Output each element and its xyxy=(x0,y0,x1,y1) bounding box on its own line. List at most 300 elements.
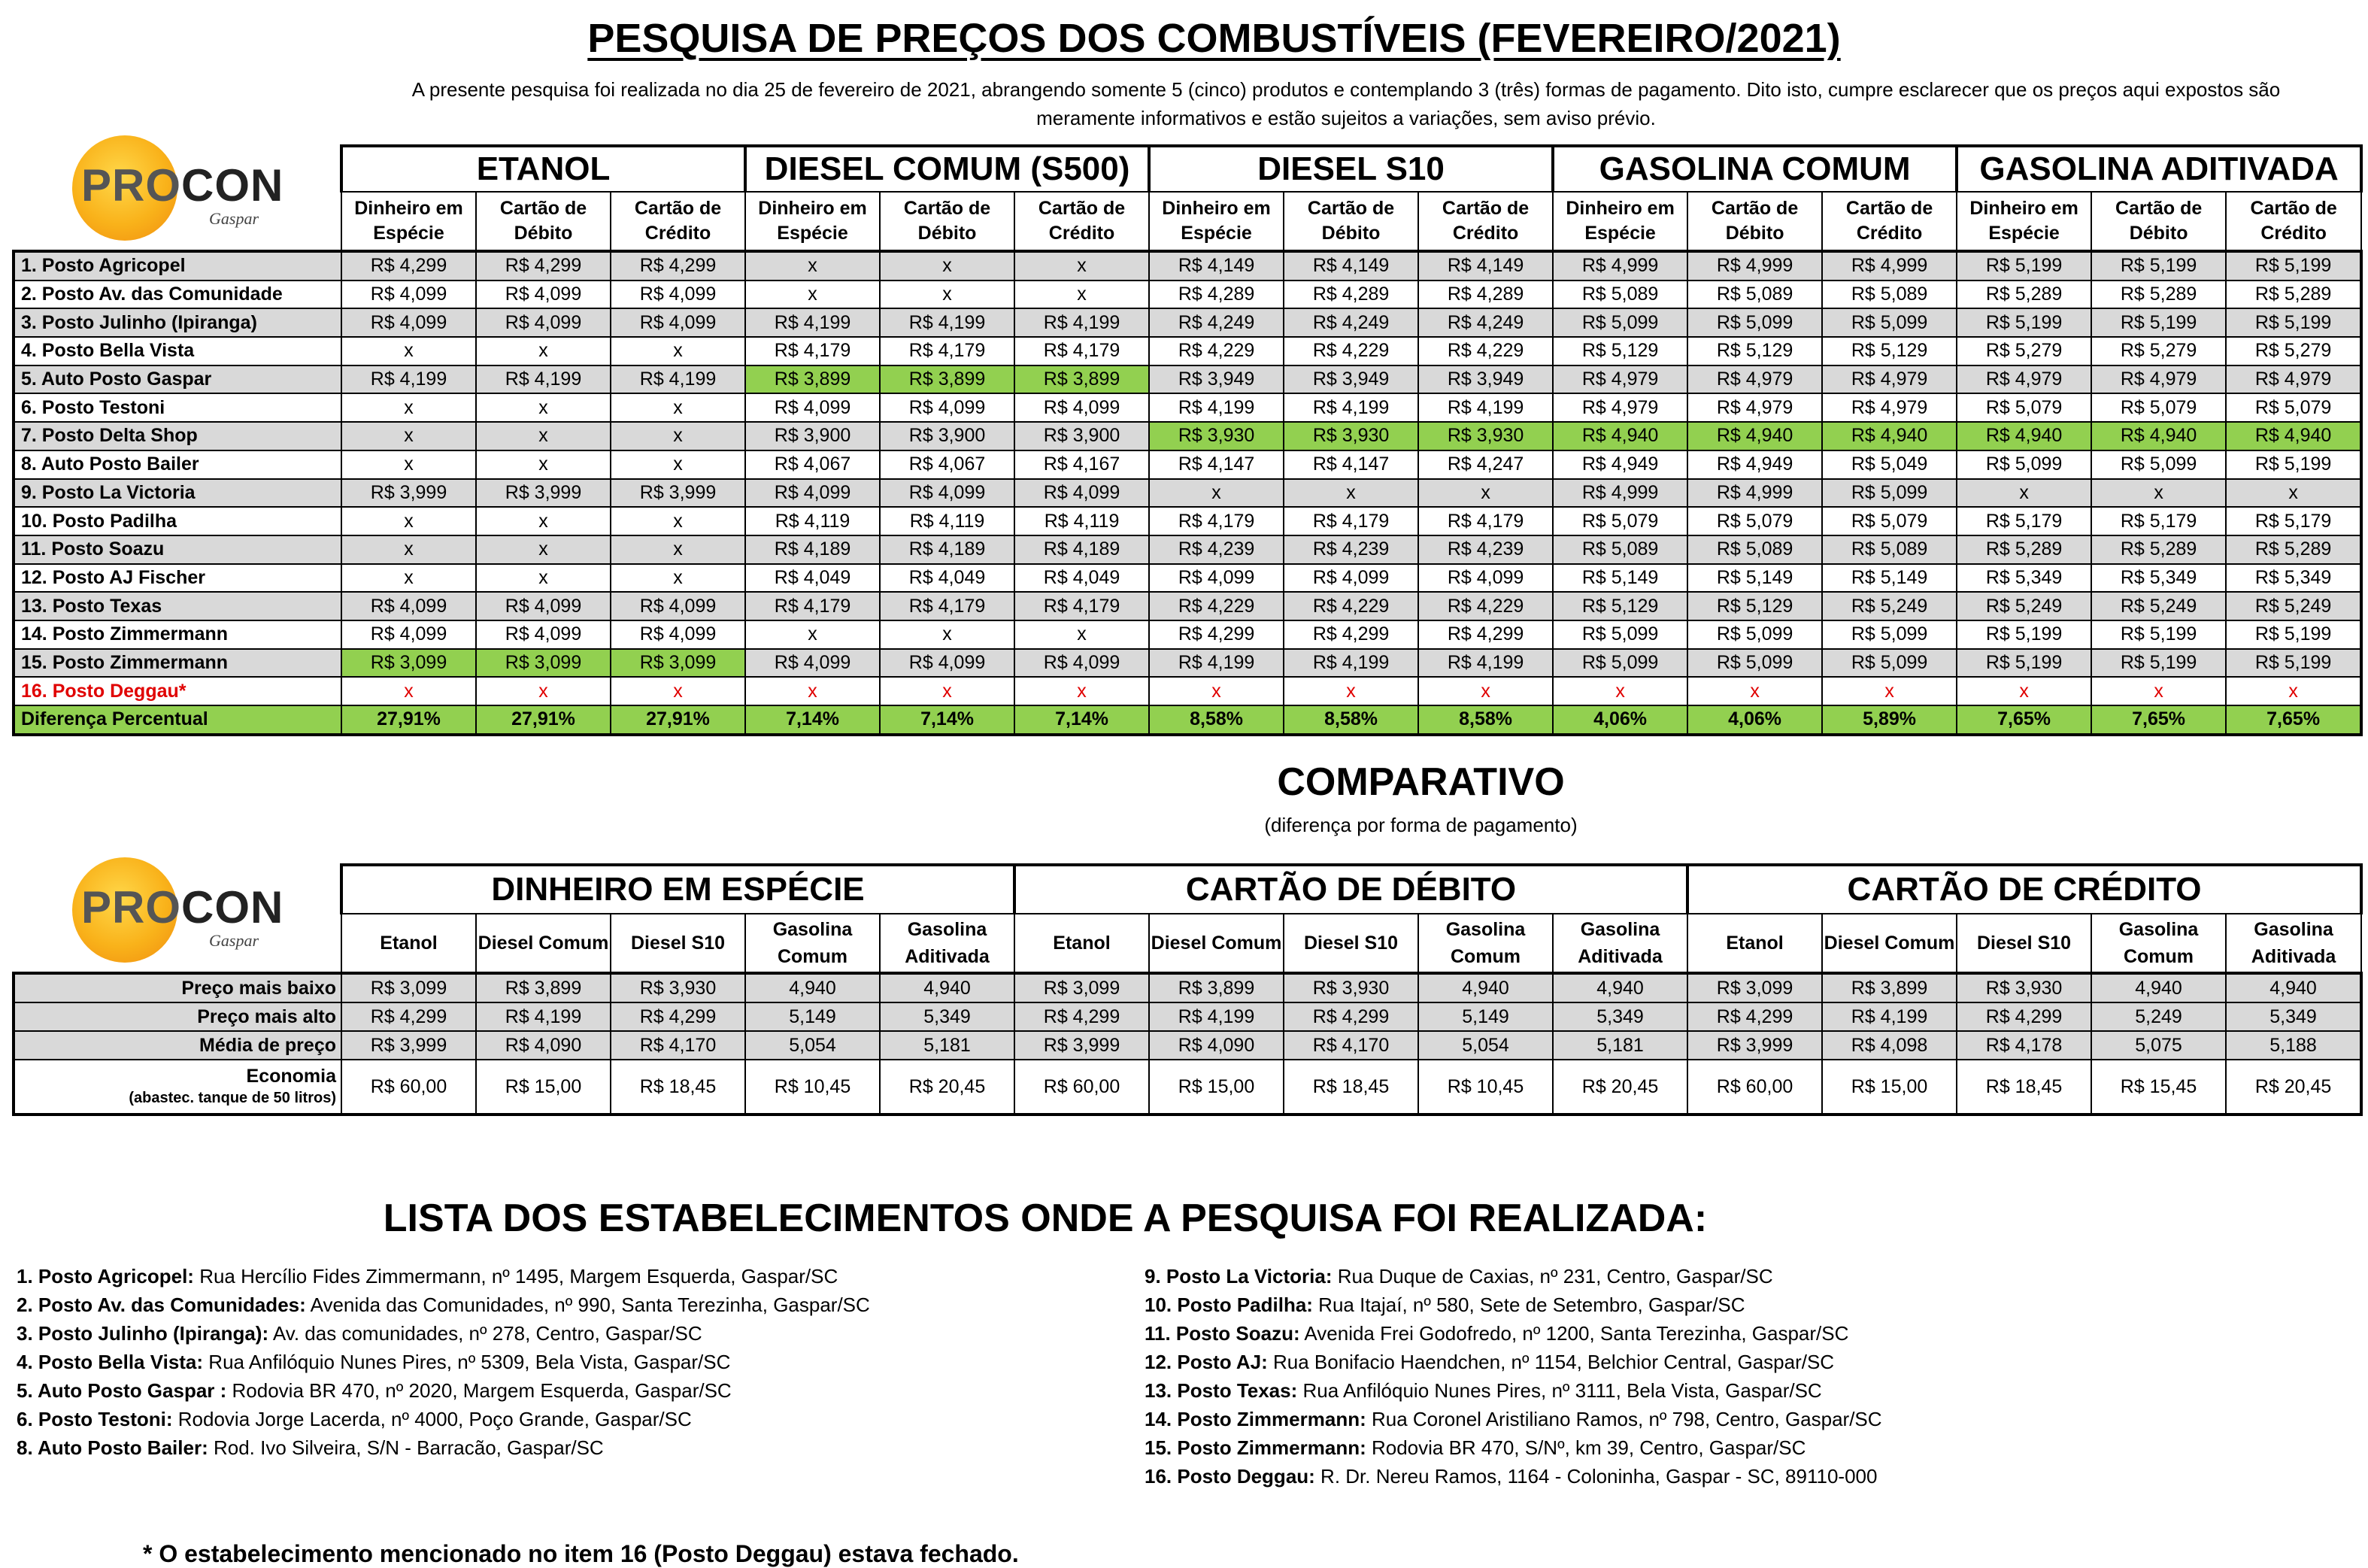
fuel-header: Gasolina Aditivada xyxy=(880,914,1014,973)
price-cell: R$ 4,099 xyxy=(611,281,745,309)
price-cell: R$ 4,247 xyxy=(1418,450,1553,479)
comparativo-title: COMPARATIVO xyxy=(1277,760,1565,804)
table-row xyxy=(14,450,2361,479)
payment-header: Dinheiro em Espécie xyxy=(745,192,880,251)
price-cell: x xyxy=(341,564,476,593)
payment-header: Cartão de Crédito xyxy=(611,192,745,251)
address-text: Rua Hercílio Fides Zimmermann, nº 1495, Margem Esquerda, Gaspar/SC xyxy=(193,1265,838,1287)
table-row xyxy=(14,1002,2361,1031)
price-cell: R$ 5,099 xyxy=(1687,620,1822,649)
price-cell: R$ 4,119 xyxy=(745,507,880,535)
price-cell: R$ 5,089 xyxy=(1822,535,1957,564)
value-cell: 5,054 xyxy=(1418,1031,1553,1060)
address-text: Rua Bonifacio Haendchen, nº 1154, Belchior Central, Gaspar/SC xyxy=(1267,1351,1835,1373)
payment-header: Dinheiro em Espécie xyxy=(1553,192,1687,251)
price-cell: x xyxy=(1284,677,1418,705)
price-cell: R$ 4,979 xyxy=(1822,393,1957,422)
value-cell: R$ 3,099 xyxy=(1014,973,1149,1002)
price-cell: R$ 4,199 xyxy=(745,308,880,337)
price-cell: R$ 4,199 xyxy=(1284,649,1418,678)
value-cell: R$ 3,930 xyxy=(611,973,745,1002)
price-cell: x xyxy=(2226,677,2361,705)
value-cell: 4,940 xyxy=(745,973,880,1002)
price-cell: R$ 4,099 xyxy=(611,592,745,620)
price-cell: R$ 4,099 xyxy=(1284,564,1418,593)
price-cell: x xyxy=(880,620,1014,649)
price-cell: R$ 5,279 xyxy=(2226,337,2361,365)
economia-cell: R$ 18,45 xyxy=(1957,1060,2091,1115)
price-cell: R$ 5,099 xyxy=(1553,308,1687,337)
price-cell: R$ 4,940 xyxy=(2091,422,2226,450)
intro-line: A presente pesquisa foi realizada no dia 25 de fevereiro de 2021, abrangendo somente 5 (cinco) produtos e contemplando 3 (três) formas de pagamento. Dito isto, cumpre esclarecer que os preços aqui expostos são xyxy=(411,78,2281,101)
price-cell: x xyxy=(1822,677,1957,705)
payment-header: Cartão de Crédito xyxy=(1822,192,1957,251)
comparativo-subtitle: (diferença por forma de pagamento) xyxy=(1264,814,1578,836)
price-cell: R$ 4,099 xyxy=(341,620,476,649)
price-cell: R$ 4,179 xyxy=(1284,507,1418,535)
value-cell: 5,188 xyxy=(2226,1031,2361,1060)
price-cell: R$ 3,999 xyxy=(341,479,476,508)
row-label: Média de preço xyxy=(14,1031,341,1060)
table-row xyxy=(14,649,2361,678)
group-header-gasolina-aditivada: GASOLINA ADITIVADA xyxy=(1957,146,2361,192)
price-cell: R$ 5,129 xyxy=(1687,592,1822,620)
station-name: 16. Posto Deggau* xyxy=(14,677,341,705)
value-cell: R$ 3,999 xyxy=(1014,1031,1149,1060)
station-name: 7. Posto Delta Shop xyxy=(14,422,341,450)
diff-cell: 27,91% xyxy=(341,705,476,735)
price-cell: x xyxy=(1418,479,1553,508)
fuel-header: Etanol xyxy=(341,914,476,973)
price-cell: R$ 4,299 xyxy=(1149,620,1284,649)
price-cell: R$ 4,229 xyxy=(1284,337,1418,365)
value-cell: 4,940 xyxy=(2091,973,2226,1002)
value-cell: R$ 3,099 xyxy=(341,973,476,1002)
value-cell: R$ 4,299 xyxy=(341,1002,476,1031)
diff-cell: 7,14% xyxy=(1014,705,1149,735)
value-cell: 5,249 xyxy=(2091,1002,2226,1031)
price-cell: x xyxy=(611,450,745,479)
diff-cell: 7,65% xyxy=(1957,705,2091,735)
price-cell: R$ 4,299 xyxy=(1284,620,1418,649)
price-cell: R$ 4,249 xyxy=(1284,308,1418,337)
value-cell: R$ 4,170 xyxy=(611,1031,745,1060)
price-cell: R$ 3,099 xyxy=(341,649,476,678)
price-cell: R$ 4,299 xyxy=(341,251,476,281)
price-cell: R$ 4,229 xyxy=(1418,592,1553,620)
price-cell: R$ 5,199 xyxy=(2091,649,2226,678)
fuel-header: Diesel Comum xyxy=(476,914,611,973)
price-cell: R$ 5,289 xyxy=(2091,281,2226,309)
price-cell: R$ 5,249 xyxy=(1957,592,2091,620)
price-cell: R$ 4,147 xyxy=(1284,450,1418,479)
price-cell: R$ 4,099 xyxy=(611,308,745,337)
price-cell: R$ 4,199 xyxy=(1014,308,1149,337)
value-cell: 5,181 xyxy=(880,1031,1014,1060)
table-row xyxy=(14,507,2361,535)
diff-cell: 7,14% xyxy=(880,705,1014,735)
value-cell: 4,940 xyxy=(2226,973,2361,1002)
group-header-dinheiro: DINHEIRO EM ESPÉCIE xyxy=(341,865,1014,914)
group-header-etanol: ETANOL xyxy=(341,146,745,192)
price-cell: R$ 4,979 xyxy=(1687,393,1822,422)
price-cell: R$ 4,999 xyxy=(1553,251,1687,281)
economia-cell: R$ 20,45 xyxy=(2226,1060,2361,1115)
price-cell: R$ 4,999 xyxy=(1687,251,1822,281)
address-item xyxy=(1145,1433,1882,1462)
logo-pro-text: PRO xyxy=(81,882,182,933)
price-cell: R$ 4,979 xyxy=(1553,365,1687,394)
price-cell: R$ 5,149 xyxy=(1553,564,1687,593)
price-cell: R$ 5,199 xyxy=(2091,251,2226,281)
address-text: R. Dr. Nereu Ramos, 1164 - Coloninha, Gaspar - SC, 89110-000 xyxy=(1314,1465,1878,1488)
price-cell: R$ 4,199 xyxy=(1149,649,1284,678)
price-cell: R$ 5,089 xyxy=(1822,281,1957,309)
price-cell: R$ 5,279 xyxy=(1957,337,2091,365)
table-row xyxy=(14,308,2361,337)
price-cell: R$ 5,289 xyxy=(2226,281,2361,309)
fuel-header: Gasolina Aditivada xyxy=(1553,914,1687,973)
station-name: 12. Posto AJ Fischer xyxy=(14,564,341,593)
price-cell: x xyxy=(745,251,880,281)
station-name: 14. Posto Zimmermann xyxy=(14,620,341,649)
value-cell: 4,940 xyxy=(1418,973,1553,1002)
price-cell: R$ 4,179 xyxy=(745,592,880,620)
station-name: 13. Posto Texas xyxy=(14,592,341,620)
price-cell: R$ 5,089 xyxy=(1553,535,1687,564)
footnote: * O estabelecimento mencionado no item 16 (Posto Deggau) estava fechado. xyxy=(143,1540,1019,1567)
address-station: 1. Posto Agricopel: xyxy=(17,1265,194,1287)
diff-row xyxy=(14,705,2361,735)
price-cell: x xyxy=(1014,620,1149,649)
diff-cell: 8,58% xyxy=(1149,705,1284,735)
price-cell: R$ 4,949 xyxy=(1553,450,1687,479)
price-cell: R$ 4,189 xyxy=(1014,535,1149,564)
value-cell: R$ 3,999 xyxy=(341,1031,476,1060)
fuel-header: Etanol xyxy=(1687,914,1822,973)
payment-header: Cartão de Crédito xyxy=(1418,192,1553,251)
price-cell: R$ 3,899 xyxy=(745,365,880,394)
economia-cell: R$ 15,00 xyxy=(476,1060,611,1115)
price-cell: x xyxy=(880,677,1014,705)
price-cell: R$ 3,899 xyxy=(880,365,1014,394)
price-cell: R$ 5,199 xyxy=(1957,620,2091,649)
price-cell: R$ 5,289 xyxy=(2091,535,2226,564)
price-cell: R$ 5,099 xyxy=(1957,450,2091,479)
address-item xyxy=(17,1262,870,1290)
price-cell: R$ 5,179 xyxy=(1957,507,2091,535)
value-cell: R$ 3,099 xyxy=(1687,973,1822,1002)
price-cell: R$ 4,119 xyxy=(880,507,1014,535)
table-row xyxy=(14,973,2361,1002)
price-cell: R$ 4,999 xyxy=(1687,479,1822,508)
price-cell: R$ 5,349 xyxy=(1957,564,2091,593)
price-cell: x xyxy=(1957,479,2091,508)
value-cell: 5,349 xyxy=(2226,1002,2361,1031)
price-cell: x xyxy=(476,535,611,564)
price-cell: x xyxy=(2091,479,2226,508)
table-row xyxy=(14,281,2361,309)
price-cell: x xyxy=(341,337,476,365)
fuel-header: Diesel Comum xyxy=(1149,914,1284,973)
price-cell: R$ 5,079 xyxy=(2226,393,2361,422)
price-cell: R$ 5,099 xyxy=(1822,649,1957,678)
price-cell: R$ 4,189 xyxy=(880,535,1014,564)
fuel-header: Diesel S10 xyxy=(611,914,745,973)
payment-header: Cartão de Crédito xyxy=(1014,192,1149,251)
address-station: 15. Posto Zimmermann: xyxy=(1145,1436,1366,1459)
price-cell: R$ 5,199 xyxy=(1957,308,2091,337)
fuel-header: Gasolina Aditivada xyxy=(2226,914,2361,973)
value-cell: 5,349 xyxy=(1553,1002,1687,1031)
fuel-header: Gasolina Comum xyxy=(1418,914,1553,973)
price-cell: R$ 4,999 xyxy=(1822,251,1957,281)
address-text: Rua Itajaí, nº 580, Sete de Setembro, Gaspar/SC xyxy=(1312,1294,1745,1316)
logo-con-text: CON xyxy=(181,160,284,211)
economia-cell: R$ 10,45 xyxy=(1418,1060,1553,1115)
address-station: 4. Posto Bella Vista: xyxy=(17,1351,204,1373)
economia-cell: R$ 10,45 xyxy=(745,1060,880,1115)
price-cell: R$ 3,900 xyxy=(1014,422,1149,450)
station-name: 4. Posto Bella Vista xyxy=(14,337,341,365)
diff-cell: 4,06% xyxy=(1687,705,1822,735)
value-cell: 5,075 xyxy=(2091,1031,2226,1060)
price-cell: R$ 5,099 xyxy=(2091,450,2226,479)
price-cell: R$ 4,167 xyxy=(1014,450,1149,479)
price-cell: R$ 4,119 xyxy=(1014,507,1149,535)
address-item xyxy=(17,1433,870,1462)
price-cell: R$ 4,979 xyxy=(2091,365,2226,394)
row-label: Preço mais alto xyxy=(14,1002,341,1031)
price-cell: R$ 4,979 xyxy=(1822,365,1957,394)
price-cell: R$ 4,229 xyxy=(1418,337,1553,365)
table-row xyxy=(14,535,2361,564)
price-cell: R$ 5,349 xyxy=(2226,564,2361,593)
price-cell: x xyxy=(341,450,476,479)
table-row xyxy=(14,365,2361,394)
address-station: 2. Posto Av. das Comunidades: xyxy=(17,1294,306,1316)
address-text: Avenida Frei Godofredo, nº 1200, Santa Terezinha, Gaspar/SC xyxy=(1299,1322,1849,1345)
address-item xyxy=(1145,1405,1882,1433)
price-cell: x xyxy=(880,281,1014,309)
price-cell: R$ 4,239 xyxy=(1284,535,1418,564)
price-cell: R$ 4,199 xyxy=(1284,393,1418,422)
price-cell: R$ 5,099 xyxy=(1553,620,1687,649)
price-cell: x xyxy=(611,507,745,535)
price-cell: R$ 5,099 xyxy=(1687,308,1822,337)
price-cell: x xyxy=(1418,677,1553,705)
station-name: 8. Auto Posto Bailer xyxy=(14,450,341,479)
fuel-header: Diesel S10 xyxy=(1284,914,1418,973)
value-cell: R$ 4,199 xyxy=(1822,1002,1957,1031)
price-cell: x xyxy=(611,393,745,422)
price-cell: R$ 4,940 xyxy=(2226,422,2361,450)
diff-cell: 27,91% xyxy=(476,705,611,735)
price-cell: R$ 3,949 xyxy=(1149,365,1284,394)
price-cell: R$ 3,899 xyxy=(1014,365,1149,394)
price-cell: R$ 4,199 xyxy=(1418,393,1553,422)
table-row xyxy=(14,422,2361,450)
logo-subtitle: Gaspar xyxy=(209,209,259,228)
price-cell: x xyxy=(2226,479,2361,508)
address-item xyxy=(1145,1290,1882,1319)
value-cell: R$ 3,930 xyxy=(1957,973,2091,1002)
price-cell: x xyxy=(2091,677,2226,705)
value-cell: R$ 4,299 xyxy=(611,1002,745,1031)
value-cell: R$ 4,299 xyxy=(1687,1002,1822,1031)
table-row xyxy=(14,479,2361,508)
station-name: 2. Posto Av. das Comunidade xyxy=(14,281,341,309)
address-text: Rodovia BR 470, S/Nº, km 39, Centro, Gaspar/SC xyxy=(1366,1436,1806,1459)
price-cell: R$ 4,199 xyxy=(880,308,1014,337)
economia-row xyxy=(14,1060,2361,1115)
price-cell: x xyxy=(1149,677,1284,705)
value-cell: 4,940 xyxy=(880,973,1014,1002)
price-cell: R$ 5,149 xyxy=(1687,564,1822,593)
price-cell: R$ 4,289 xyxy=(1418,281,1553,309)
price-cell: x xyxy=(341,422,476,450)
price-cell: R$ 5,129 xyxy=(1687,337,1822,365)
price-cell: R$ 5,199 xyxy=(2226,450,2361,479)
table-row xyxy=(14,337,2361,365)
diff-cell: 7,65% xyxy=(2226,705,2361,735)
value-cell: R$ 3,899 xyxy=(476,973,611,1002)
intro-line: meramente informativos e estão sujeitos a variações, sem aviso prévio. xyxy=(1036,107,1656,129)
price-cell: R$ 5,199 xyxy=(1957,649,2091,678)
price-cell: x xyxy=(476,564,611,593)
fuel-header: Diesel S10 xyxy=(1957,914,2091,973)
address-list-left xyxy=(17,1262,870,1462)
price-cell: R$ 4,099 xyxy=(745,393,880,422)
price-cell: x xyxy=(476,393,611,422)
price-cell: R$ 4,229 xyxy=(1284,592,1418,620)
price-cell: R$ 4,099 xyxy=(611,620,745,649)
diff-label: Diferença Percentual xyxy=(14,705,341,735)
price-cell: R$ 4,249 xyxy=(1149,308,1284,337)
price-cell: R$ 4,199 xyxy=(611,365,745,394)
value-cell: R$ 4,299 xyxy=(1284,1002,1418,1031)
address-station: 9. Posto La Victoria: xyxy=(1145,1265,1333,1287)
price-cell: x xyxy=(1687,677,1822,705)
price-cell: R$ 5,099 xyxy=(1687,649,1822,678)
address-station: 6. Posto Testoni: xyxy=(17,1408,173,1430)
value-cell: R$ 3,899 xyxy=(1149,973,1284,1002)
value-cell: R$ 4,098 xyxy=(1822,1031,1957,1060)
economia-cell: R$ 60,00 xyxy=(341,1060,476,1115)
price-cell: R$ 5,349 xyxy=(2091,564,2226,593)
price-cell: x xyxy=(611,677,745,705)
row-label: Preço mais baixo xyxy=(14,973,341,1002)
price-cell: R$ 5,129 xyxy=(1553,337,1687,365)
address-text: Rua Anfilóquio Nunes Pires, nº 3111, Bela Vista, Gaspar/SC xyxy=(1297,1379,1822,1402)
address-item xyxy=(1145,1376,1882,1405)
table-row xyxy=(14,393,2361,422)
price-cell: x xyxy=(1553,677,1687,705)
price-cell: R$ 5,179 xyxy=(2091,507,2226,535)
address-station: 8. Auto Posto Bailer: xyxy=(17,1436,208,1459)
address-text: Rua Duque de Caxias, nº 231, Centro, Gaspar/SC xyxy=(1332,1265,1773,1287)
value-cell: 5,349 xyxy=(880,1002,1014,1031)
price-cell: R$ 4,239 xyxy=(1149,535,1284,564)
price-cell: R$ 5,089 xyxy=(1553,281,1687,309)
price-cell: R$ 3,949 xyxy=(1284,365,1418,394)
address-station: 3. Posto Julinho (Ipiranga): xyxy=(17,1322,269,1345)
diff-cell: 8,58% xyxy=(1284,705,1418,735)
value-cell: 5,054 xyxy=(745,1031,880,1060)
price-cell: x xyxy=(476,677,611,705)
price-cell: R$ 5,199 xyxy=(2226,620,2361,649)
price-cell: R$ 4,979 xyxy=(1553,393,1687,422)
price-cell: R$ 5,289 xyxy=(1957,535,2091,564)
price-cell: R$ 4,289 xyxy=(1149,281,1284,309)
group-header-diesel-comum: DIESEL COMUM (S500) xyxy=(745,146,1149,192)
payment-header: Cartão de Débito xyxy=(1687,192,1822,251)
economia-title: Economia xyxy=(246,1066,336,1087)
address-station: 16. Posto Deggau: xyxy=(1145,1465,1315,1488)
economia-cell: R$ 15,00 xyxy=(1149,1060,1284,1115)
price-cell: R$ 3,900 xyxy=(745,422,880,450)
economia-label xyxy=(14,1060,341,1115)
price-cell: R$ 4,049 xyxy=(745,564,880,593)
value-cell: R$ 4,299 xyxy=(1957,1002,2091,1031)
price-cell: x xyxy=(1014,251,1149,281)
price-cell: x xyxy=(341,393,476,422)
price-cell: R$ 5,079 xyxy=(1822,507,1957,535)
station-name: 5. Auto Posto Gaspar xyxy=(14,365,341,394)
table-row xyxy=(14,677,2361,705)
price-cell: R$ 4,099 xyxy=(476,281,611,309)
station-name: 10. Posto Padilha xyxy=(14,507,341,535)
group-header-gasolina-comum: GASOLINA COMUM xyxy=(1553,146,1957,192)
address-text: Rodovia Jorge Lacerda, nº 4000, Poço Grande, Gaspar/SC xyxy=(172,1408,692,1430)
economia-cell: R$ 18,45 xyxy=(1284,1060,1418,1115)
price-cell: R$ 4,179 xyxy=(1418,507,1553,535)
price-cell: R$ 4,299 xyxy=(611,251,745,281)
price-cell: x xyxy=(341,677,476,705)
diff-cell: 7,65% xyxy=(2091,705,2226,735)
address-item xyxy=(1145,1319,1882,1348)
price-cell: R$ 4,099 xyxy=(1149,564,1284,593)
price-cell: R$ 4,067 xyxy=(880,450,1014,479)
value-cell: R$ 4,199 xyxy=(1149,1002,1284,1031)
payment-header: Dinheiro em Espécie xyxy=(1957,192,2091,251)
price-cell: R$ 5,079 xyxy=(1957,393,2091,422)
price-cell: R$ 3,999 xyxy=(476,479,611,508)
price-cell: R$ 5,289 xyxy=(2226,535,2361,564)
price-cell: R$ 3,930 xyxy=(1149,422,1284,450)
price-cell: R$ 5,249 xyxy=(1822,592,1957,620)
price-cell: x xyxy=(611,422,745,450)
price-cell: R$ 5,099 xyxy=(1553,649,1687,678)
fuel-header: Diesel Comum xyxy=(1822,914,1957,973)
price-cell: x xyxy=(1014,281,1149,309)
value-cell: R$ 4,199 xyxy=(476,1002,611,1031)
price-cell: R$ 3,949 xyxy=(1418,365,1553,394)
address-item xyxy=(1145,1462,1882,1491)
price-cell: R$ 4,940 xyxy=(1822,422,1957,450)
price-cell: R$ 4,099 xyxy=(1014,479,1149,508)
value-cell: 4,940 xyxy=(1553,973,1687,1002)
station-name: 6. Posto Testoni xyxy=(14,393,341,422)
price-cell: R$ 4,999 xyxy=(1553,479,1687,508)
price-cell: R$ 4,147 xyxy=(1149,450,1284,479)
price-cell: R$ 4,299 xyxy=(1418,620,1553,649)
station-name: 1. Posto Agricopel xyxy=(14,251,341,281)
price-cell: x xyxy=(476,507,611,535)
price-cell: R$ 4,179 xyxy=(880,337,1014,365)
group-header-debito: CARTÃO DE DÉBITO xyxy=(1014,865,1687,914)
price-cell: R$ 4,289 xyxy=(1284,281,1418,309)
